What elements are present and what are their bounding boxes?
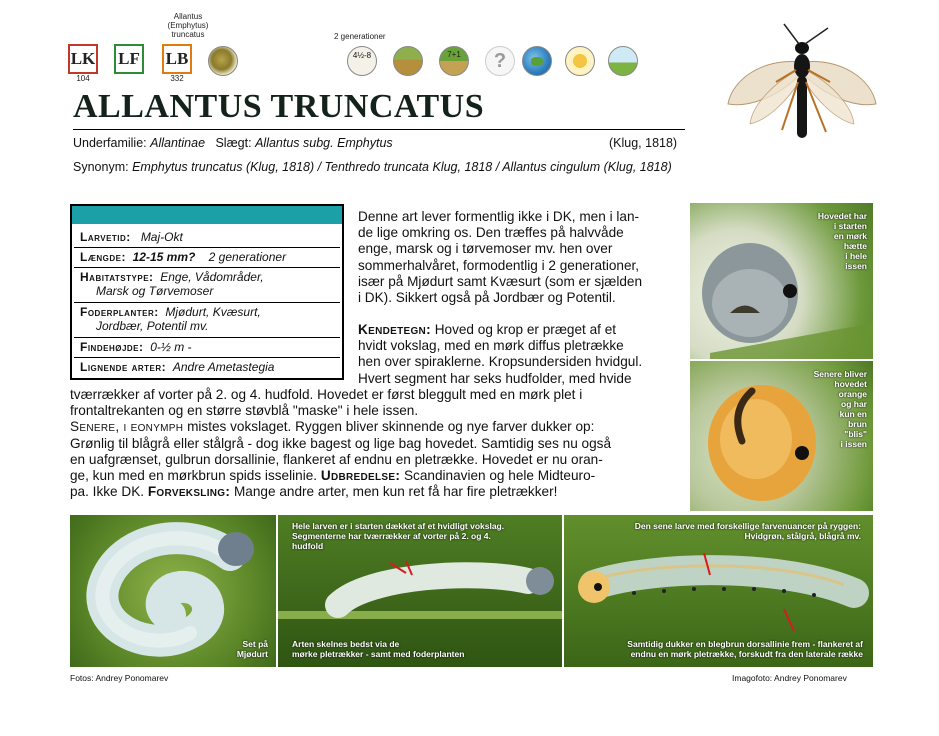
info-separator — [74, 357, 340, 358]
info-habitat-cont — [96, 284, 213, 298]
udbredelse-value: Scandinavien og hele Midteuro- — [403, 468, 596, 484]
caption-line: hætte — [843, 241, 867, 251]
caption-line: endnu en mørk pletrække, forskudt fra den laterale række — [630, 649, 863, 659]
forveksling-label: Forveksling: — [147, 484, 231, 500]
habitat-value: Enge, Vådområder, — [160, 270, 264, 284]
text-line-part: mistes vokslaget. Ryggen bliver skinnende og nye farver dukker op: — [183, 419, 595, 435]
larvetid-value: Maj-Okt — [140, 230, 183, 244]
kendetegn-paragraph — [358, 322, 674, 387]
larvetid-label: Larvetid: — [80, 230, 131, 244]
subfamily-value: Allantinae — [150, 136, 206, 150]
unknown-icon — [485, 46, 515, 76]
text-line — [70, 484, 676, 500]
caption-line: i starten — [833, 221, 867, 231]
info-food-cont — [96, 319, 209, 333]
forveksling-value: Mange andre arter, men kun ret få har fire pletrækker! — [233, 484, 558, 500]
waxy-larva-photo — [278, 515, 562, 667]
generations-icon — [347, 46, 377, 76]
synonym-line — [73, 160, 672, 174]
lk-book-icon — [68, 44, 98, 83]
text-line: Grønlig til blågrå eller stålgrå - dog ikke bagest og lige bag hovedet. Samtidig ses nu også — [70, 435, 612, 451]
height-value: 0-½ m - — [150, 340, 192, 354]
caption-line: og har — [841, 399, 867, 409]
caption-line: Set på — [242, 639, 268, 649]
text-line — [70, 468, 676, 484]
caption-line: Segmenterne har tværrækker af vorter på 2. og 4. — [292, 531, 491, 541]
shortname-line: truncatus — [171, 30, 205, 39]
synonym-values: Emphytus truncatus (Klug, 1818) / Tenthredo truncata Klug, 1818 / Allantus cingulum (Klug, 1818) — [132, 160, 672, 174]
caption-line: Hovedet har — [817, 211, 867, 221]
info-larvetid — [80, 230, 183, 244]
species-info-box — [70, 204, 344, 380]
larva-head-photo-late — [690, 361, 873, 511]
adult-sawfly-image — [722, 20, 882, 150]
lb-book-icon — [162, 44, 192, 83]
info-habitat — [80, 270, 264, 284]
text-line: Hvert segment har seks hudfolder, med hvide — [358, 370, 632, 386]
caption-line: Hvidgrøn, stålgrå, blågrå mv. — [744, 531, 861, 541]
udbredelse-value-cont: pa. Ikke DK. — [70, 484, 145, 500]
generations-value: 2 generationer — [208, 250, 287, 264]
photos-credit: Fotos: Andrey Ponomarev — [70, 673, 169, 683]
generations-label: 2 generationer — [334, 32, 386, 41]
species-shortname — [159, 12, 217, 39]
length-value: 12-15 mm? — [132, 250, 196, 264]
meadow-icon — [608, 46, 638, 76]
late-larva-photo — [564, 515, 873, 667]
habitat-label: Habitatstype: — [80, 270, 154, 284]
text-line: hvidt vokslag, med en mørk diffus pletrække — [358, 338, 624, 354]
late-head-caption — [814, 369, 867, 449]
habitat-value-cont: Marsk og Tørvemoser — [96, 284, 214, 298]
habitat-icon — [393, 46, 423, 76]
span-icon-text: 7+1 — [447, 49, 461, 59]
info-separator — [74, 267, 340, 268]
intro-paragraph — [358, 209, 674, 306]
larva-thumbnail-icon — [208, 46, 238, 76]
lf-book-icon — [114, 44, 144, 74]
full-width-paragraph — [70, 387, 676, 500]
text-line: frontaltrekanten og en større støvblå "maske" i hele issen. — [70, 403, 419, 419]
info-separator — [74, 302, 340, 303]
genus-value: Allantus subg. Emphytus — [255, 136, 393, 150]
text-line-part: Hoved og krop er præget af et — [434, 322, 617, 337]
author-citation: (Klug, 1818) — [609, 136, 678, 150]
text-line — [358, 322, 674, 338]
shortname-line: (Emphytus) — [167, 21, 209, 30]
text-line: enge, marsk og i tørvemoser mv. hen over — [358, 241, 613, 257]
caption-line: Senere bliver — [813, 369, 867, 379]
text-line: i DK). Sikkert også på Jordbær og Potentil. — [358, 290, 616, 306]
caption-line: "blis" — [844, 429, 867, 439]
span-icon — [439, 46, 469, 76]
imago-credit: Imagofoto: Andrey Ponomarev — [732, 673, 847, 683]
unknown-icon-text: ? — [493, 49, 507, 72]
book-icon-number: 332 — [170, 74, 184, 83]
book-icon-label: LB — [162, 44, 192, 74]
book-icon-label: LF — [114, 44, 144, 74]
info-height — [80, 340, 192, 354]
text-line: især på Mjødurt samt Kvæsurt (som er sjælden — [358, 273, 643, 289]
text-line: Denne art lever formentlig ikke i DK, men i lan- — [358, 209, 640, 224]
late-larva-caption-top — [635, 521, 861, 541]
text-line-part: ge, kun med en mørkbrun spids isselinie. — [70, 468, 318, 484]
sun-icon — [565, 46, 595, 76]
length-label: Længde: — [80, 250, 126, 264]
text-line: sommerhalvåret, formodentlig i 2 generationer, — [358, 257, 640, 273]
caption-line: Arten skelnes bedst via de — [292, 639, 400, 649]
caption-line: hovedet — [834, 379, 867, 389]
info-box-header-bar — [72, 206, 342, 224]
food-value-cont: Jordbær, Potentil mv. — [96, 319, 209, 333]
larva-head-photo-early — [690, 203, 873, 359]
waxy-larva-caption-top — [292, 521, 504, 551]
caption-line: en mørk — [833, 231, 867, 241]
text-line: hen over spiraklerne. Kropsundersiden hvidgul. — [358, 354, 643, 370]
text-line: tværrækker af vorter på 2. og 4. hudfold. Hovedet er først bleggult med en mørk plet i — [70, 387, 583, 402]
waxy-larva-caption-bottom — [292, 639, 464, 659]
genus-label: Slægt: — [215, 136, 252, 150]
caption-line: mørke pletrækker - samt med foderplanten — [292, 649, 465, 659]
caption-line: Mjødurt — [236, 649, 268, 659]
shortname-line: Allantus — [173, 12, 203, 21]
info-similar — [80, 360, 274, 374]
caption-line: Hele larven er i starten dækket af et hvidligt vokslag. — [292, 521, 505, 531]
curled-larva-caption — [237, 639, 268, 659]
text-line — [70, 419, 676, 435]
title-divider — [73, 129, 685, 130]
caption-line: orange — [838, 389, 867, 399]
synonym-label: Synonym: — [73, 160, 129, 174]
info-separator — [74, 337, 340, 338]
udbredelse-label: Udbredelse: — [320, 468, 401, 484]
similar-label: Lignende arter: — [80, 360, 167, 374]
taxonomy-line — [73, 136, 393, 150]
globe-icon — [522, 46, 552, 76]
generations-icon-text: 4½-8 — [352, 50, 372, 60]
text-line: en uafgrænset, gulbrun dorsallinie, flankeret af endnu en pletrække. Hovedet er nu oran- — [70, 451, 603, 467]
book-icon-number: 104 — [76, 74, 90, 83]
subfamily-label: Underfamilie: — [73, 136, 147, 150]
book-icon-label: LK — [68, 44, 98, 74]
caption-line: hudfold — [292, 541, 324, 551]
caption-line: i hele — [845, 251, 867, 261]
similar-value: Andre Ametastegia — [172, 360, 275, 374]
food-value: Mjødurt, Kvæsurt, — [165, 305, 261, 319]
food-label: Foderplanter: — [80, 305, 159, 319]
page-title: ALLANTUS TRUNCATUS — [73, 88, 485, 125]
text-line: de lige omkring os. Den træffes på halvvåde — [358, 225, 624, 241]
info-separator — [74, 247, 340, 248]
caption-line: i issen — [840, 439, 867, 449]
senere-label: Senere, i eonymph — [70, 419, 184, 435]
kendetegn-label: Kendetegn: — [358, 322, 431, 337]
height-label: Findehøjde: — [80, 340, 144, 354]
caption-line: kun en — [839, 409, 867, 419]
curled-larva-photo — [70, 515, 276, 667]
info-food — [80, 305, 261, 319]
caption-line: Den sene larve med forskellige farvenuancer på ryggen: — [634, 521, 861, 531]
caption-line: Samtidig dukker en blegbrun dorsallinie frem - flankeret af — [627, 639, 863, 649]
caption-line: brun — [848, 419, 867, 429]
late-larva-caption-bottom — [627, 639, 863, 659]
caption-line: issen — [845, 261, 867, 271]
early-head-caption — [818, 211, 867, 271]
info-length — [80, 250, 286, 264]
